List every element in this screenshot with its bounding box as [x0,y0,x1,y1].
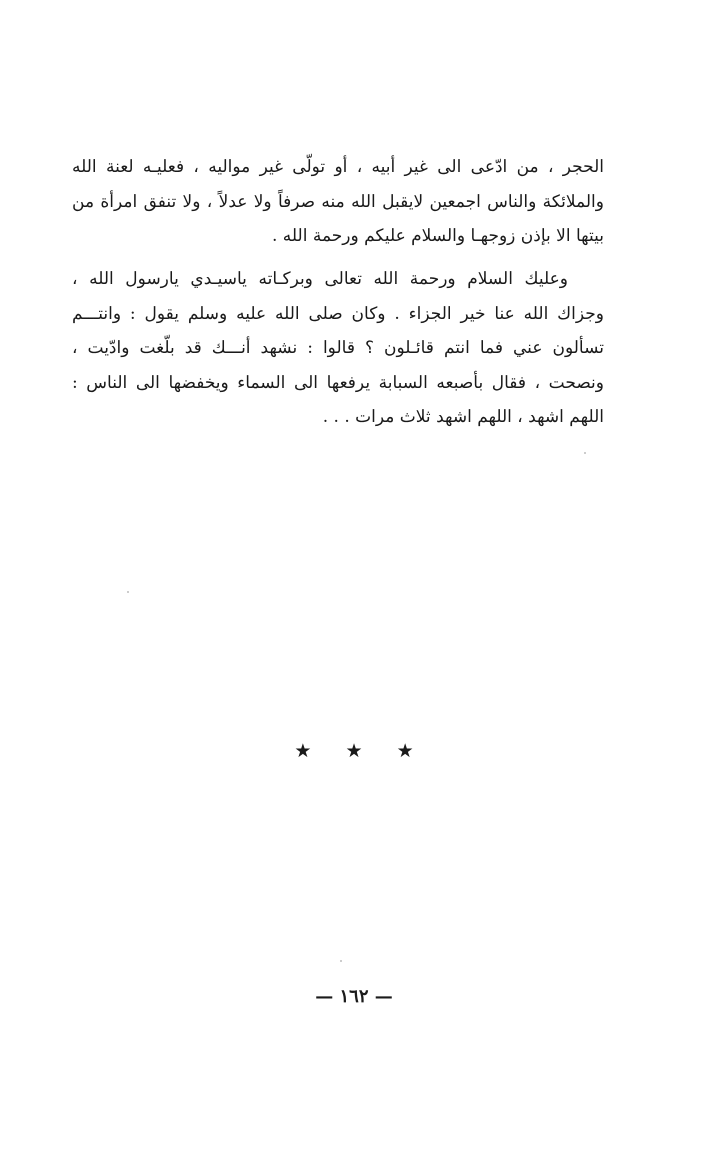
paragraph-2-line-1: وعليك السلام ورحمة الله تعالى وبركـاته ياسيـدي يارسول الله ، [72,269,568,289]
paragraph-2-line-2: وجزاك الله عنا خير الجزاء . وكان صلى الله عليه وسلم يقول : وانتـــم [72,303,604,324]
section-separator [0,740,708,762]
paragraph-2-line-3: تسألون عني فما انتم قائـلون ؟ قالوا : نشهد أنـــك قد بلّغت وادّيت ، [72,338,604,358]
star-icon: ★ [294,740,312,762]
scan-speck [340,960,342,962]
paragraph-1-line-3: بيتها الا بإذن زوجهـا والسلام عليكم ورحمة الله . [271,226,604,246]
page-number: — ١٦٢ — [315,986,393,1007]
paragraph-1 [72,150,604,254]
paragraph-1-line-2: والملائكة والناس اجمعين لايقبل الله منه صرفاً ولا عدلاً ، ولا تنفق امرأة من [72,191,604,212]
paragraph-2 [72,262,604,435]
star-icon: ★ [396,740,414,762]
scan-speck [127,591,129,593]
paragraph-2-line-4: ونصحت ، فقال بأصبعه السبابة يرفعها الى السماء ويخفضها الى الناس : [72,372,604,393]
paragraph-1-line-1: الحجر ، من ادّعى الى غير أبيه ، أو تولّى غير مواليه ، فعليـه لعنة الله [72,157,604,177]
paragraph-2-line-5: اللهم اشهد ، اللهم اشهد ثلاث مرات . . . [322,407,604,427]
scan-speck [584,452,586,454]
star-icon: ★ [345,740,363,762]
